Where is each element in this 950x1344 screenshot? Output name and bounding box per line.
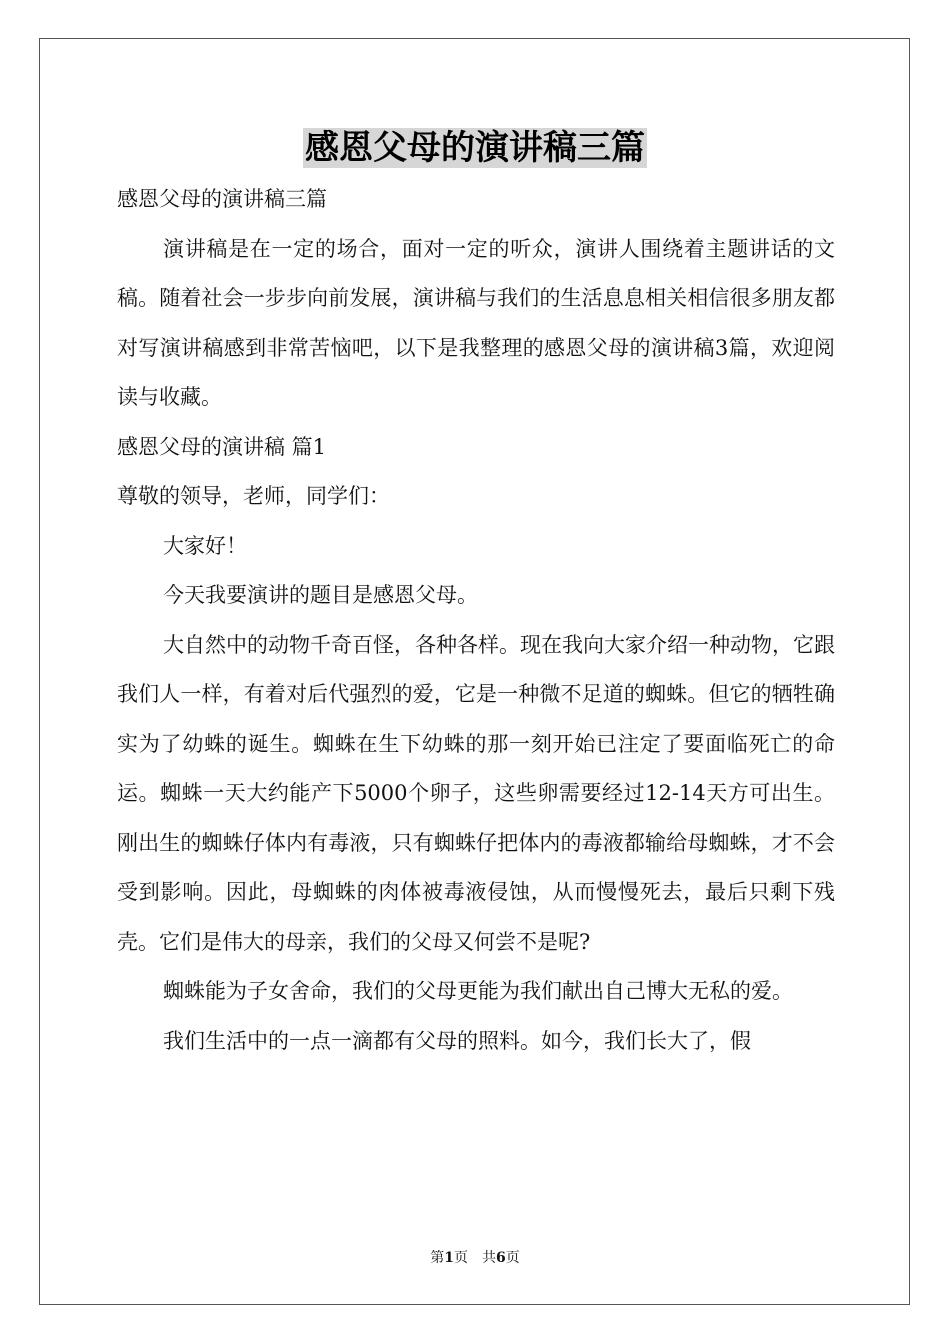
footer-total-pages: 6 <box>496 1250 506 1266</box>
footer-total-prefix: 共 <box>482 1250 496 1266</box>
page-footer <box>0 1247 950 1267</box>
footer-total-suffix: 页 <box>505 1250 520 1266</box>
paragraph: 大家好！ <box>163 533 247 558</box>
footer-page-number: 1 <box>444 1250 454 1266</box>
document-body <box>117 175 835 1066</box>
document-title-text: 感恩父母的演讲稿三篇 <box>305 128 645 168</box>
paragraph: 感恩父母的演讲稿 篇1 <box>117 434 327 459</box>
paragraph: 尊敬的领导，老师，同学们： <box>117 484 390 508</box>
document-title <box>0 125 950 171</box>
paragraph: 蜘蛛能为子女舍命，我们的父母更能为我们献出自己博大无私的爱。 <box>163 979 793 1003</box>
paragraph: 我们生活中的一点一滴都有父母的照料。如今，我们长大了，假 <box>163 1028 751 1053</box>
paragraph: 今天我要演讲的题目是感恩父母。 <box>163 583 478 607</box>
footer-page-suffix: 页 <box>454 1250 468 1266</box>
paragraph: 大自然中的动物千奇百怪，各种各样。现在我向大家介绍一种动物，它跟我们人一样，有着对后代强烈的爱，它是一种微不足道的蜘蛛。但它的牺牲确实为了幼蛛的诞生。蜘蛛在生下幼蛛的那一刻开始已注定了要面临死亡的命运。蜘蛛一天大约能产下5000个卵子，这些卵需要经过12-14天方可出生。刚出生的蜘蛛仔体内有毒液，只有蜘蛛仔把体内的毒液都输给母蜘蛛，才不会受到影响。因此，母蜘蛛的肉体被毒液侵蚀，从而慢慢死去，最后只剩下残壳。它们是伟大的母亲，我们的父母又何尝不是呢? <box>117 632 835 954</box>
paragraph: 演讲稿是在一定的场合，面对一定的听众，演讲人围绕着主题讲话的文稿。随着社会一步步向前发展，演讲稿与我们的生活息息相关相信很多朋友都对写演讲稿感到非常苦恼吧，以下是我整理的感恩父母的演讲稿3篇，欢迎阅读与收藏。 <box>117 236 835 409</box>
paragraph: 感恩父母的演讲稿三篇 <box>117 187 327 211</box>
footer-page-prefix: 第 <box>430 1250 445 1266</box>
